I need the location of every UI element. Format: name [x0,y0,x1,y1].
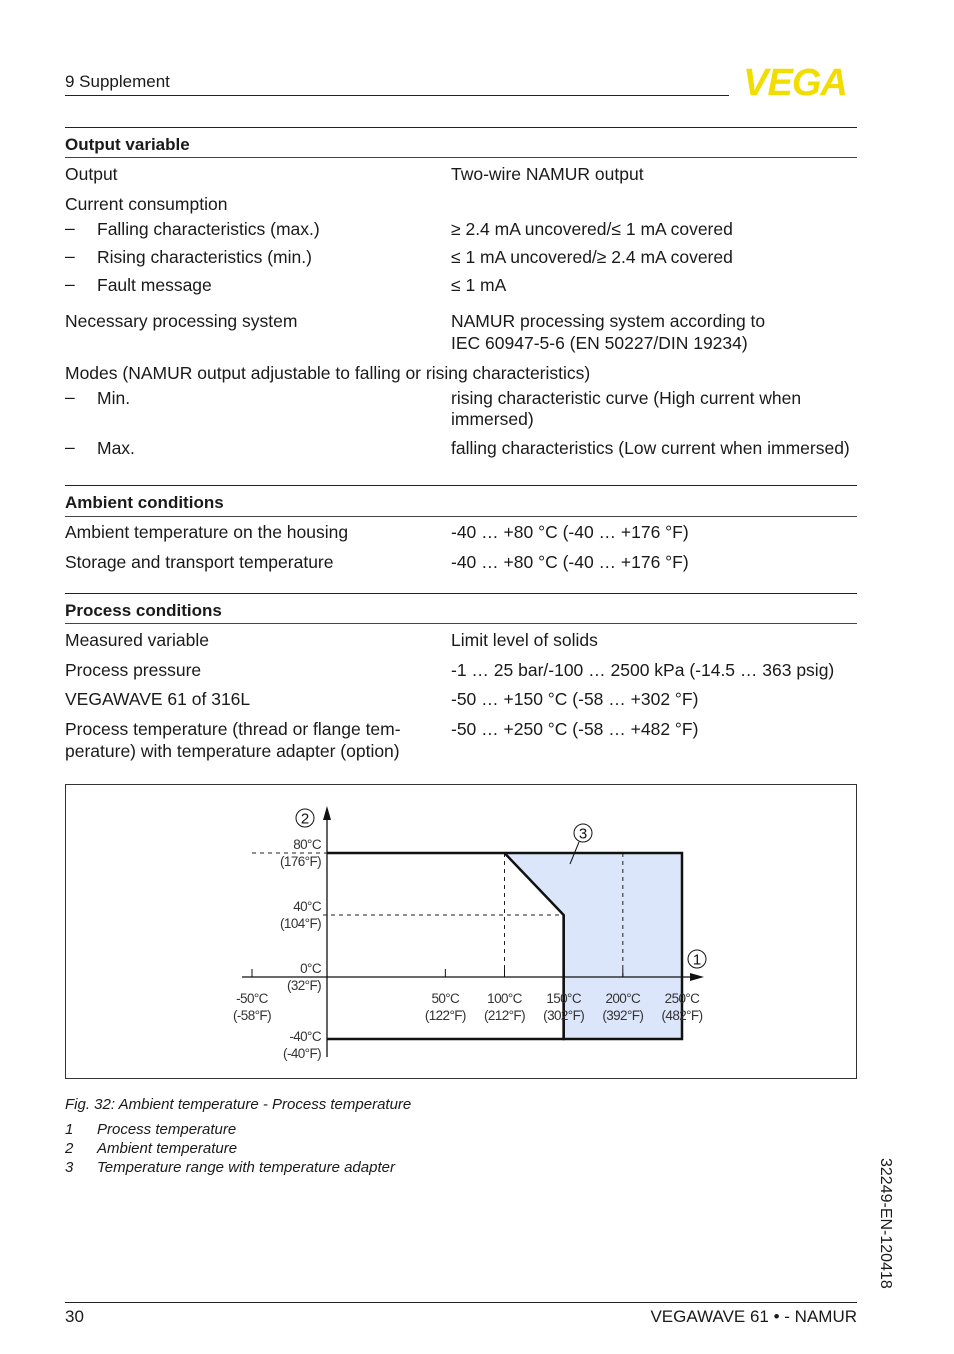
section-rule [65,593,857,594]
list-dash: – [65,437,75,457]
legend-number: 2 [65,1140,74,1157]
processing-value-1: NAMUR processing system according to [451,311,766,331]
x-tick-label: (122°F) [424,1008,466,1023]
y-tick-label: 40°C [293,899,321,914]
housing-temp-label: Ambient temperature on the housing [65,522,349,542]
y-tick-label: -40°C [289,1029,321,1044]
fault-value: ≤ 1 mA [451,275,507,295]
measured-variable-label: Measured variable [65,630,209,650]
section-rule [65,516,857,517]
processing-value-2: IEC 60947-5-6 (EN 50227/DIN 19234) [451,333,748,353]
min-value-1: rising characteristic curve (High current when [451,388,802,408]
storage-temp-label: Storage and transport temperature [65,552,334,572]
page-number: 30 [65,1307,84,1326]
list-dash: – [65,274,75,294]
x-tick-label: 150°C [546,991,582,1006]
min-value-2: immersed) [451,409,534,429]
process-pressure-value: -1 … 25 bar/-100 … 2500 kPa (-14.5 … 363 psig) [451,660,835,680]
footer-rule [65,1302,857,1303]
figure-caption: Fig. 32: Ambient temperature - Process temperature [65,1096,412,1113]
x-tick-label: (302°F) [543,1008,585,1023]
section-title-ambient: Ambient conditions [65,493,224,512]
process-temp-label-2: perature) with temperature adapter (option) [65,741,400,761]
x-tick-label: 250°C [664,991,700,1006]
marker-label: 2 [300,810,310,828]
section-title-process: Process conditions [65,601,222,620]
y-tick-label: 80°C [293,837,321,852]
process-temp-value: -50 … +250 °C (-58 … +482 °F) [451,719,699,739]
processing-label: Necessary processing system [65,311,298,331]
output-label: Output [65,164,118,184]
section-rule [65,157,857,158]
section-rule [65,485,857,486]
max-value: falling characteristics (Low current when immersed) [451,438,850,458]
list-dash: – [65,387,75,407]
vega-logo [732,62,858,100]
temperature-chart [65,784,857,1079]
legend-text: Ambient temperature [97,1140,238,1157]
x-tick-label: -50°C [236,991,268,1006]
section-heading: 9 Supplement [65,72,170,91]
legend-text: Process temperature [97,1121,237,1138]
x-tick-label: 50°C [431,991,460,1006]
housing-temp-value: -40 … +80 °C (-40 … +176 °F) [451,522,689,542]
min-label: Min. [97,388,131,408]
product-name: VEGAWAVE 61 • - NAMUR [650,1307,857,1326]
current-consumption-label: Current consumption [65,194,228,214]
measured-variable-value: Limit level of solids [451,630,598,650]
x-tick-label: (392°F) [602,1008,644,1023]
fault-label: Fault message [97,275,212,295]
document-code: 32249-EN-120418 [877,1158,894,1289]
logo-text: VEGA [743,62,847,100]
output-value: Two-wire NAMUR output [451,164,644,184]
y-axis-arrow [323,806,331,820]
x-tick-label: (212°F) [484,1008,525,1023]
marker-label: 1 [692,951,702,969]
x-tick-label: 100°C [487,991,522,1006]
y-tick-label: 0°C [300,961,321,976]
section-rule [65,127,857,128]
header-rule [65,95,729,96]
rising-label: Rising characteristics (min.) [97,247,312,267]
process-pressure-label: Process pressure [65,660,202,680]
vegawave-value: -50 … +150 °C (-58 … +302 °F) [451,689,699,709]
y-tick-label: (104°F) [280,916,321,931]
max-label: Max. [97,438,135,458]
legend-number: 1 [65,1121,74,1138]
list-dash: – [65,246,75,266]
process-temp-label-1: Process temperature (thread or flange tem- [65,719,401,739]
legend-number: 3 [65,1159,74,1176]
vegawave-label: VEGAWAVE 61 of 316L [65,689,251,709]
modes-label: Modes (NAMUR output adjustable to falling or rising characteristics) [65,363,591,383]
x-tick-label: (482°F) [661,1008,703,1023]
x-tick-label: (-58°F) [233,1008,271,1023]
x-tick-label: 200°C [605,991,641,1006]
rising-value: ≤ 1 mA uncovered/≥ 2.4 mA covered [451,247,733,267]
falling-value: ≥ 2.4 mA uncovered/≤ 1 mA covered [451,219,733,239]
storage-temp-value: -40 … +80 °C (-40 … +176 °F) [451,552,689,572]
legend-text: Temperature range with temperature adapter [97,1159,395,1176]
y-tick-label: (-40°F) [283,1046,321,1061]
falling-label: Falling characteristics (max.) [97,219,320,239]
marker-label: 3 [578,825,588,843]
x-axis-arrow [690,973,704,981]
section-rule [65,623,857,624]
y-tick-label: (32°F) [286,978,321,993]
list-dash: – [65,218,75,238]
section-title-output: Output variable [65,135,190,154]
y-tick-label: (176°F) [280,854,321,869]
